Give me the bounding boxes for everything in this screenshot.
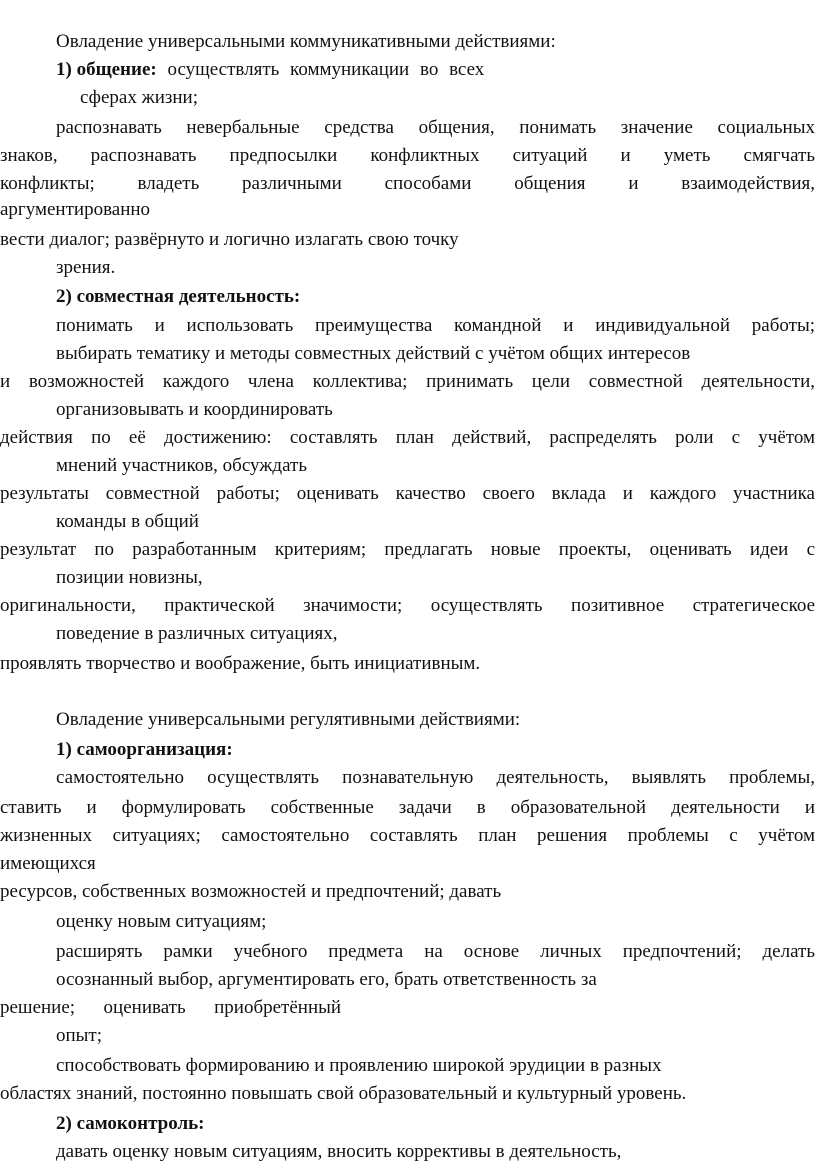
text-line: сферах жизни; [80,87,199,108]
item-label-self-organization: 1) самоорганизация: [56,739,233,760]
text-line: позиции новизны, [56,567,203,588]
text-line: проявлять творчество и воображение, быть инициативным. [0,653,481,674]
section-heading-regulatory: Овладение универсальными регулятивными действиями: [56,709,521,730]
item-text-communication: осуществлять коммуникации во всех [167,59,485,80]
item-label-self-control: 2) самоконтроль: [56,1113,205,1134]
text-line: оценку новым ситуациям; [56,911,267,932]
text-line: способствовать формированию и проявлению широкой эрудиции в разных [56,1055,662,1076]
text-line: зрения. [56,257,116,278]
text-line: действия по её достижению: составлять план действий, распределять роли с учётом [0,427,815,448]
text-line: расширять рамки учебного предмета на основе личных предпочтений; делать [56,941,815,962]
text-line: ставить и формулировать собственные задачи в образовательной деятельности и [0,797,815,818]
item-label-joint-activity: 2) совместная деятельность: [56,286,301,307]
text-line: результат по разработанным критериям; предлагать новые проекты, оценивать идеи с [0,539,815,560]
text-line: выбирать тематику и методы совместных действий с учётом общих интересов [56,343,691,364]
item-label-communication: 1) общение: [56,59,157,80]
text-line: конфликты; владеть различными способами общения и взаимодействия, [0,173,815,194]
text-line: команды в общий [56,511,199,532]
text-line: организовывать и координировать [56,399,333,420]
text-line: мнений участников, обсуждать [56,455,307,476]
text-line: опыт; [56,1025,103,1046]
text-line: поведение в различных ситуациях, [56,623,338,644]
text-line: понимать и использовать преимущества командной и индивидуальной работы; [56,315,815,336]
text-line: ресурсов, собственных возможностей и предпочтений; давать [0,881,502,902]
text-line: самостоятельно осуществлять познавательную деятельность, выявлять проблемы, [56,767,815,788]
text-line: имеющихся [0,853,96,874]
text-line: вести диалог; развёрнуто и логично излагать свою точку [0,229,459,250]
text-line: жизненных ситуациях; самостоятельно составлять план решения проблемы с учётом [0,825,815,846]
text-line: результаты совместной работы; оценивать качество своего вклада и каждого участника [0,483,815,504]
text-line: аргументированно [0,199,151,220]
text-line: давать оценку новым ситуациям, вносить коррективы в деятельность, [56,1141,622,1162]
text-line: решение; оценивать приобретённый [0,997,342,1018]
text-line: знаков, распознавать предпосылки конфликтных ситуаций и уметь смягчать [0,145,815,166]
item-communication [0,58,816,82]
text-line: и возможностей каждого члена коллектива; принимать цели совместной деятельности, [0,371,815,392]
text-line: оригинальности, практической значимости; осуществлять позитивное стратегическое [0,595,815,616]
text-line: областях знаний, постоянно повышать свой образовательный и культурный уровень. [0,1083,687,1104]
section-heading-communicative: Овладение универсальными коммуникативными действиями: [56,31,556,52]
text-line: распознавать невербальные средства общения, понимать значение социальных [56,117,815,138]
text-line: осознанный выбор, аргументировать его, брать ответственность за [56,969,597,990]
